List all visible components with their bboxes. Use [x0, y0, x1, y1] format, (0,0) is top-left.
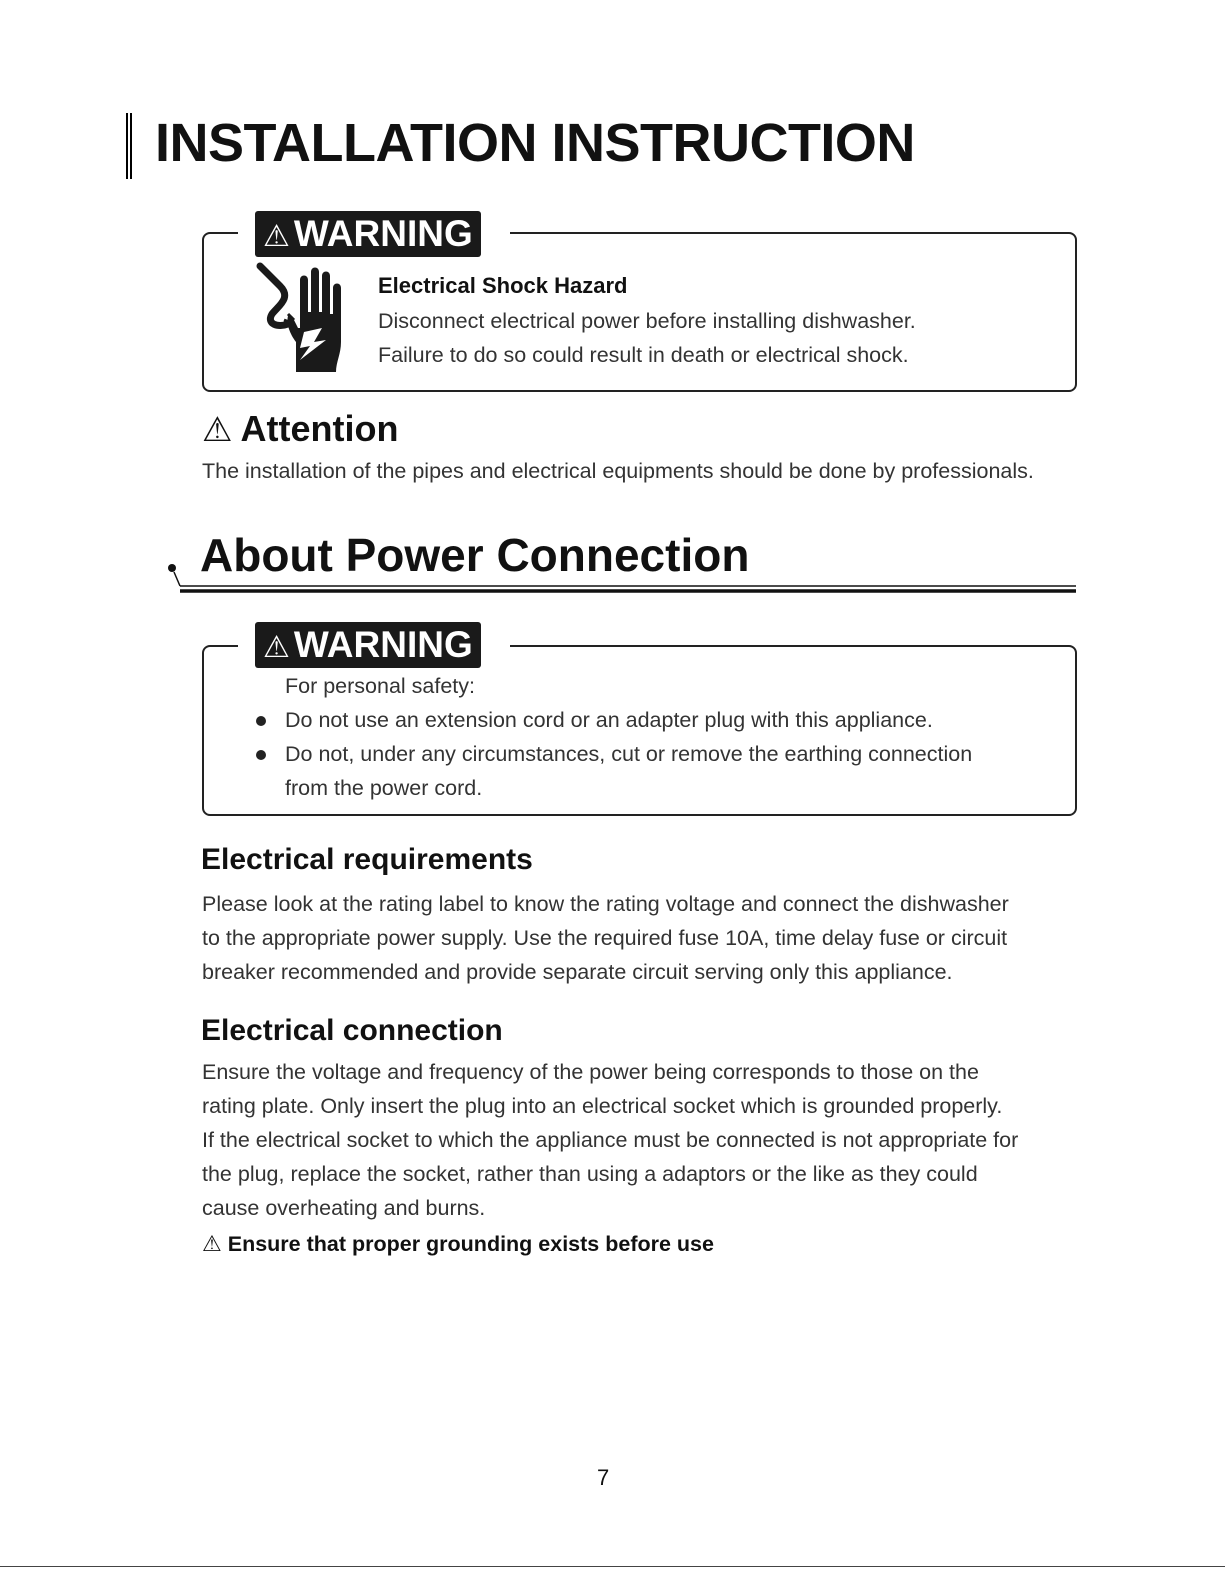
warning-badge-label: WARNING	[293, 213, 473, 254]
warning-badge-label: WARNING	[293, 624, 473, 665]
connection-line-1: Ensure the voltage and frequency of the power being corresponds to those on the	[202, 1060, 979, 1084]
warning-triangle-icon: ⚠	[263, 631, 290, 664]
bullet-dot	[256, 750, 266, 760]
safety-bullet-2: Do not, under any circumstances, cut or remove the earthing connection	[285, 742, 973, 766]
safety-intro: For personal safety:	[285, 674, 476, 698]
attention-text: The installation of the pipes and electrical equipments should be done by professionals.	[202, 459, 1034, 483]
electrical-shock-hand-icon	[256, 262, 352, 378]
safety-bullet-1: Do not use an extension cord or an adapter plug with this appliance.	[285, 708, 933, 732]
connection-line-2: rating plate. Only insert the plug into an electrical socket which is grounded properly.	[202, 1094, 1003, 1118]
warning-badge	[255, 622, 481, 668]
grounding-note-text: Ensure that proper grounding exists before use	[227, 1232, 714, 1256]
warning-triangle-icon: ⚠	[263, 220, 290, 253]
attention-title: Attention	[240, 408, 399, 449]
shock-warning-line-1: Disconnect electrical power before installing dishwasher.	[378, 309, 916, 333]
requirements-line-2: to the appropriate power supply. Use the required fuse 10A, time delay fuse or circuit	[202, 926, 1008, 950]
shock-warning-line-2: Failure to do so could result in death or electrical shock.	[378, 343, 909, 367]
page-title: INSTALLATION INSTRUCTION	[155, 113, 915, 173]
connection-line-5: cause overheating and burns.	[202, 1196, 486, 1220]
attention-heading	[202, 408, 398, 450]
section-title: About Power Connection	[200, 529, 750, 581]
warning-triangle-icon: ⚠	[202, 411, 233, 449]
page-number: 7	[597, 1465, 610, 1490]
page-bottom-rule	[0, 1566, 1225, 1567]
safety-bullet-2-continuation: from the power cord.	[285, 776, 483, 800]
connection-line-4: the plug, replace the socket, rather than using a adaptors or the like as they could	[202, 1162, 978, 1186]
warning-badge	[255, 211, 481, 257]
grounding-note	[202, 1231, 714, 1257]
electrical-requirements-heading: Electrical requirements	[201, 843, 533, 876]
warning-triangle-icon: ⚠	[202, 1231, 222, 1256]
requirements-line-3: breaker recommended and provide separate circuit serving only this appliance.	[202, 960, 953, 984]
shock-hazard-heading: Electrical Shock Hazard	[378, 273, 628, 298]
connection-line-3: If the electrical socket to which the appliance must be connected is not appropriate for	[202, 1128, 1019, 1152]
title-accent-bar	[126, 113, 132, 179]
electrical-connection-heading: Electrical connection	[201, 1014, 503, 1047]
requirements-line-1: Please look at the rating label to know the rating voltage and connect the dishwasher	[202, 892, 1009, 916]
bullet-dot	[256, 716, 266, 726]
